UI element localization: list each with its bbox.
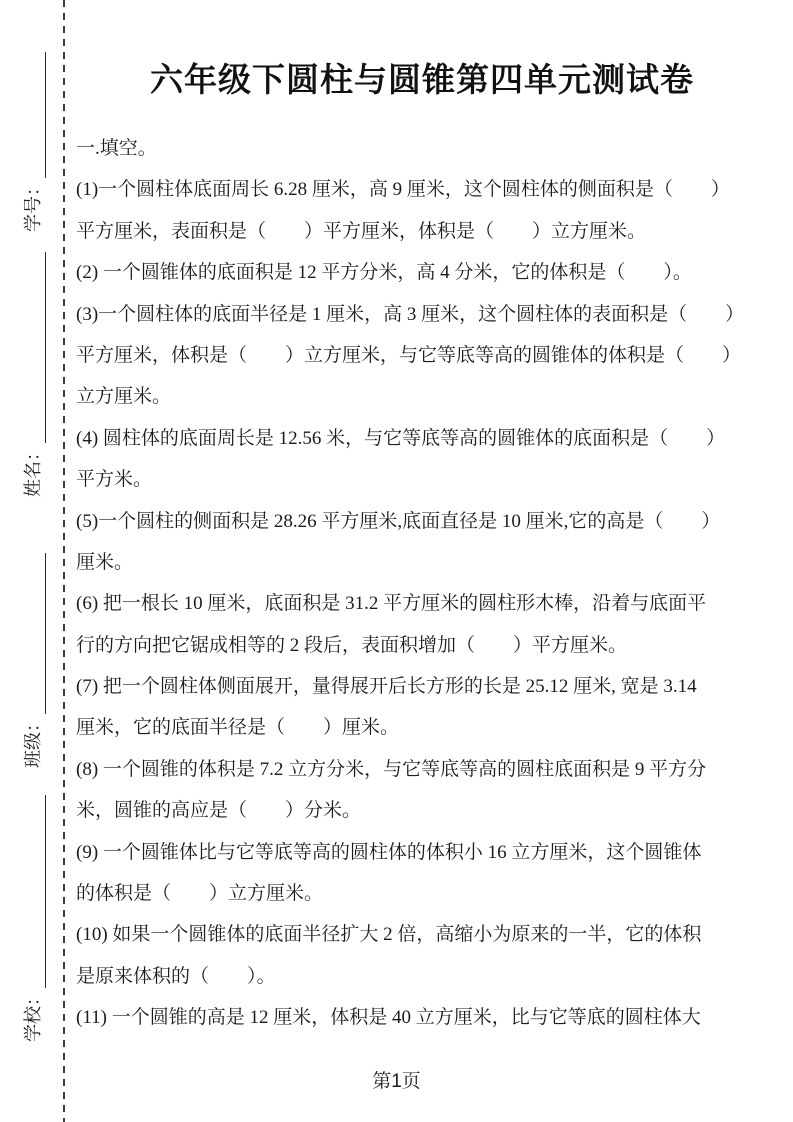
- question-9: [76, 832, 768, 915]
- question-6: [76, 583, 768, 666]
- school-label: 学校：: [23, 988, 43, 1042]
- student-id-label: 学号：: [23, 178, 43, 232]
- question-line: 厘米。: [76, 551, 134, 573]
- student-id-field: [20, 52, 46, 232]
- question-line: 立方厘米。: [76, 386, 172, 408]
- question-line: 厘米，它的底面半径是（ ）厘米。: [76, 717, 400, 739]
- question-line: 是原来体积的（ ）。: [76, 965, 276, 987]
- student-name-label: 姓名：: [23, 443, 43, 497]
- question-4: [76, 418, 768, 501]
- question-line: (7) 把一个圆柱体侧面展开，量得展开后长方形的长是 25.12 厘米, 宽是 3.14: [76, 676, 697, 698]
- school-blank-line: [23, 795, 46, 988]
- paper-title: 六年级下圆柱与圆锥第四单元测试卷: [150, 61, 694, 98]
- question-line: (9) 一个圆锥体比与它等底等高的圆柱体的体积小 16 立方厘米，这个圆锥体: [76, 841, 702, 863]
- question-line: (2) 一个圆锥体的底面积是 12 平方分米，高 4 分米，它的体积是（ ）。: [76, 262, 692, 284]
- question-line: (5)一个圆柱的侧面积是 28.26 平方厘米,底面直径是 10 厘米,它的高是（ ）: [76, 510, 721, 532]
- question-2: [76, 252, 768, 293]
- question-line: 平方厘米，体积是（ ）立方厘米，与它等底等高的圆锥体的体积是（ ）: [76, 344, 742, 366]
- question-line: (8) 一个圆锥的体积是 7.2 立方分米，与它等底等高的圆柱底面积是 9 平方分: [76, 758, 707, 780]
- question-line: 的体积是（ ）立方厘米。: [76, 883, 324, 905]
- question-line: (11) 一个圆锥的高是 12 厘米，体积是 40 立方厘米，比与它等底的圆柱体大: [76, 1007, 701, 1029]
- question-line: (4) 圆柱体的底面周长是 12.56 米，与它等底等高的圆锥体的底面积是（ ）: [76, 427, 726, 449]
- question-line: 米，圆锥的高应是（ ）分米。: [76, 800, 362, 822]
- question-10: [76, 914, 768, 997]
- question-line: 平方厘米，表面积是（ ）平方厘米，体积是（ ）立方厘米。: [76, 220, 647, 242]
- question-5: [76, 501, 768, 584]
- question-line: 行的方向把它锯成相等的 2 段后，表面积增加（ ）平方厘米。: [76, 634, 628, 656]
- question-line: 平方米。: [76, 469, 153, 491]
- school-field: [20, 795, 46, 1042]
- dashed-seal-divider-line: [63, 0, 65, 1122]
- question-line: (1)一个圆柱体底面周长 6.28 厘米，高 9 厘米，这个圆柱体的侧面积是（ ）: [76, 179, 730, 201]
- student-id-blank-line: [23, 52, 46, 178]
- question-1: [76, 169, 768, 252]
- fill-in-blank-questions: [76, 169, 768, 1038]
- question-8: [76, 749, 768, 832]
- class-blank-line: [23, 553, 46, 714]
- question-7: [76, 666, 768, 749]
- question-line: (10) 如果一个圆锥体的底面半径扩大 2 倍，高缩小为原来的一半，它的体积: [76, 924, 702, 946]
- section-heading: 一.填空。: [76, 138, 157, 159]
- class-label: 班级：: [23, 714, 43, 768]
- student-name-blank-line: [23, 252, 46, 443]
- question-11: [76, 997, 768, 1038]
- paper-content: [76, 0, 768, 1039]
- question-3: [76, 294, 768, 418]
- page-number: 第1页: [372, 1071, 421, 1092]
- question-line: (6) 把一根长 10 厘米，底面积是 31.2 平方厘米的圆柱形木棒，沿着与底面平: [76, 593, 707, 615]
- question-line: (3)一个圆柱体的底面半径是 1 厘米，高 3 厘米，这个圆柱体的表面积是（ ）: [76, 303, 745, 325]
- student-name-field: [20, 252, 46, 497]
- class-field: [20, 553, 46, 768]
- questions-body: [76, 128, 768, 1039]
